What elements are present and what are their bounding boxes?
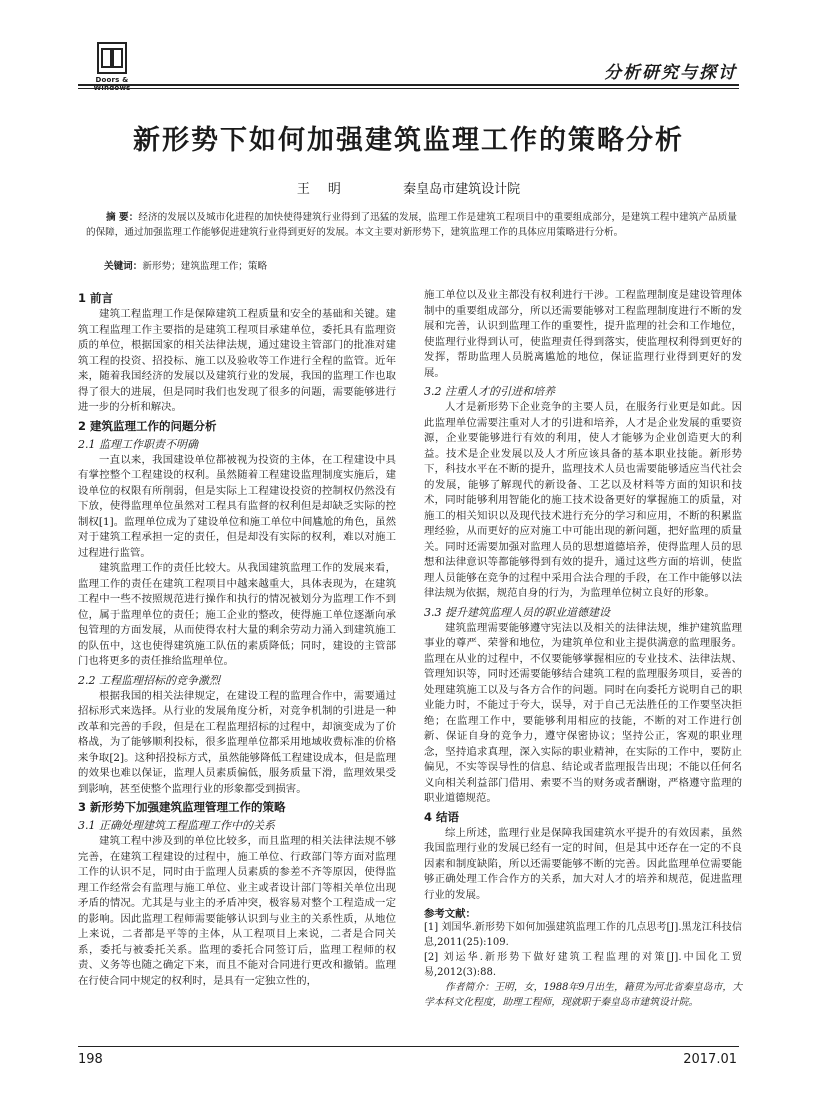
paragraph: 建筑监理工作的责任比较大。从我国建筑监理工作的发展来看，监理工作的责任在建筑工程项目中越来越重大，具体表现为，在建筑工程中一些不按照规范进行操作和执行的情况被划分为监理工作不到位，属于监理单位的责任；施工企业的整改，使得施工单位逐渐向承包管理的方面发展，从而使得农村大量的剩余劳动力涌入到建筑施工的队伍中，这也使得建筑施工队伍的素质降低；同时，建设的主管部门也将更多的责任推给监理单位。: [78, 562, 396, 667]
subsection-heading-3-1: 3.1 正确处理建筑工程监理工作中的关系: [78, 819, 275, 832]
reference-item: [2] 刘运华.新形势下做好建筑工程监理的对策[J].中国化工贸易,2012(3):88.: [424, 952, 742, 978]
keywords-text: 新形势；建筑监理工作；策略: [142, 261, 268, 272]
references-heading: 参考文献：: [424, 908, 476, 920]
section-heading-3: 3 新形势下加强建筑监理管理工作的策略: [78, 800, 286, 814]
section-heading-1: 1 前言: [78, 291, 114, 305]
issue-number: 2017.01: [683, 1052, 737, 1067]
paragraph: 建筑工程中涉及到的单位比较多，而且监理的相关法律法规不够完善，在建筑工程建设的过程中，施工单位、行政部门等方面对监理工作的认识不足，同时由于监理人员素质的参差不齐等原因，使得监理工作经常会有监理与施工单位、业主或者设计部门等相关单位出现矛盾的情况。尤其是与业主的矛盾冲突，极容易对整个工程造成一定的影响。因此监理工程师需要能够认识到与业主的关系性质，从地位上来说，二者都是平等的主体，从工程项目上来说，二者是合同关系，委托与被委托关系。监理的委托合同签订后，监理工程师的权责、义务等也随之确定下来，而且不能对合同进行更改和撤销。监理在行使合同中规定的权利时，是具有一定独立性的，: [78, 835, 396, 987]
left-column: [78, 288, 396, 989]
header-rule: [78, 84, 739, 86]
section-heading-4: 4 结语: [424, 809, 460, 824]
section-heading-2: 2 建筑监理工作的问题分析: [78, 418, 217, 433]
keywords-label: 关键词：: [104, 261, 143, 272]
abstract: [86, 210, 737, 240]
author-bio: 作者简介：王明，女，1988年9月出生，籍贯为河北省秦皇岛市，大学本科文化程度，助理工程师，现就职于秦皇岛市建筑设计院。: [424, 982, 742, 1008]
subsection-heading-2-1: 2.1 监理工作职责不明确: [78, 437, 198, 451]
paragraph: 建筑工程监理工作是保障建筑工程质量和安全的基础和关键。建筑工程监理工作主要指的是建筑工程项目承建单位，委托具有监理资质的单位，根据国家的相关法律法规，通过建设主管部门的批准对建筑工程的投资、招投标、施工以及验收等工作进行全程的监管。近年来，随着我国经济的发展以及建筑行业的发展，我国的监理工作也取得了很大的进展，但是同时我们也发现了很多的问题，需要能够进行进一步的分析和解决。: [78, 308, 396, 413]
paragraph: 人才是新形势下企业竞争的主要人员，在服务行业更是如此。因此监理单位需要注重对人才的引进和培养，人才是企业发展的重要资源，企业要能够进行有效的利用，使人才能够为企业创造更大的利益。技术是企业发展以及人才所应该具备的基本职业技能。新形势下，科技水平在不断的提升，监理技术人员也需要能够适应当代社会的发展，能够了解现代的新设备、工艺以及材料等方面的知识和技术，同时能够利用智能化的施工技术设备更好的掌握施工的质量，对施工的相关知识以及现代技术进行充分的学习和应用，不断的积累监理经验，从而更好的应对施工中可能出现的新问题，把好监理的质量关。同时还需要加强对监理人员的思想道德培养，使得监理人员的思想和法律意识等都能够得到有效的提升，通过这些方面的培训，使监理人员能够在竞争的过程中采用合法合理的手段，在工作中能够以法律法规为依据，规范自身的行为，为监理单位树立良好的形象。: [424, 401, 742, 599]
section-heading: 分析研究与探讨: [604, 63, 737, 83]
abstract-text: 经济的发展以及城市化进程的加快使得建筑行业得到了迅猛的发展，监理工作是建筑工程项目中的重要组成部分，是建筑工程中建筑产品质量的保障，通过加强监理工作能够促进建筑行业得到更好的发展。本文主要对新形势下，建筑监理工作的具体应用策略进行分析。: [86, 212, 737, 238]
footer-rule: [78, 1046, 739, 1047]
article-title: 新形势下如何加强建筑监理工作的策略分析: [133, 125, 684, 156]
journal-logo-text: Doors & Windows: [93, 76, 131, 92]
paragraph: 施工单位以及业主都没有权利进行干涉。工程监理制度是建设管理体制中的重要组成部分，所以还需要能够对工程监理制度进行不断的发展和完善，认识到监理工作的重要性，提升监理的社会和工作地位，使监理行业得到认可，使监理责任得到落实，使监理权利得到更好的发挥，帮助监理人员脱离尴尬的地位，保证监理行业得到更好的发展。: [424, 289, 742, 379]
right-column: [424, 288, 742, 1010]
affiliation: 秦皇岛市建筑设计院: [403, 182, 521, 197]
author-name: 王明: [296, 182, 359, 197]
subsection-heading-3-2: 3.2 注重人才的引进和培养: [424, 385, 555, 398]
paragraph: 一直以来，我国建设单位都被视为投资的主体，在工程建设中具有掌控整个工程建设的权利。虽然随着工程建设监理制度实施后，建设单位的权限有所削弱，但是实际上工程建设投资的控制权仍然没有下放，使得监理单位虽然对工程具有监督的权利但是却缺乏实际的控制权[1]。监理单位成为了建设单位和施工单位中间尴尬的角色，虽然对于建筑工程承担一定的责任，但是却没有实际的权利，难以对施工过程进行监管。: [78, 453, 396, 559]
door-icon: [97, 42, 127, 74]
reference-item: [1] 刘国华.新形势下如何加强建筑监理工作的几点思考[J].黑龙江科技信息,2011(25):109.: [424, 922, 742, 948]
subsection-heading-2-2: 2.2 工程监理招标的竞争激烈: [78, 673, 220, 687]
paragraph: 建筑监理需要能够遵守宪法以及相关的法律法规，维护建筑监理事业的尊严、荣誉和地位，为建筑单位和业主提供满意的监理服务。监理在从业的过程中，不仅要能够掌握相应的专业技术、法律法规、管理知识等，同时还需要能够结合建筑工程的监理服务项目，妥善的处理建筑施工以及与各方合作的问题。同时在向委托方说明自己的职业能力时，不能过于夸大，误导，对于自己无法胜任的工作要坚决拒绝；在监理工作中，要能够利用相应的技能，不断的对工作进行创新、保证自身的竞争力，遵守保密协议；坚持公正，客观的职业理念，坚持追求真理，深入实际的职业精神，在实际的工作中，要防止偏见，不实等误导性的信息、结论或者监理报告出现；不能以任何名义向相关利益部门借用、索要不当的财务或者酬谢，严格遵守监理的职业道德规范。: [424, 621, 742, 804]
abstract-label: 摘 要：: [106, 212, 139, 223]
byline: [0, 178, 817, 197]
page-number: 198: [78, 1052, 103, 1067]
paragraph: 综上所述，监理行业是保障我国建筑水平提升的有效因素，虽然我国监理行业的发展已经有一定的时间，但是其中还存在一定的不良因素和制度缺陷，所以还需要能够不断的完善。因此监理单位需要能够正确处理工作合作方的关系，加大对人才的培养和规范，促进监理行业的发展。: [424, 826, 742, 901]
subsection-heading-3-3: 3.3 提升建筑监理人员的职业道德建设: [424, 605, 610, 619]
header-rule-thin: [78, 88, 739, 89]
keywords: [104, 258, 267, 272]
paragraph: 根据我国的相关法律规定，在建设工程的监理合作中，需要通过招标形式来选择。从行业的发展角度分析，对竞争机制的引进是一种改革和完善的手段，但是在工程监理招标的过程中，却演变成为了价格战，为了能够顺利投标，很多监理单位都采用地域收费标准的价格来争取[2]。这种招投标方式，虽然能够降低工程建设成本，但是监理的效果也难以保证，监理人员素质偏低，服务质量下滑，监理效果受到影响，甚至使整个监理行业的形象都受到损害。: [78, 689, 396, 795]
